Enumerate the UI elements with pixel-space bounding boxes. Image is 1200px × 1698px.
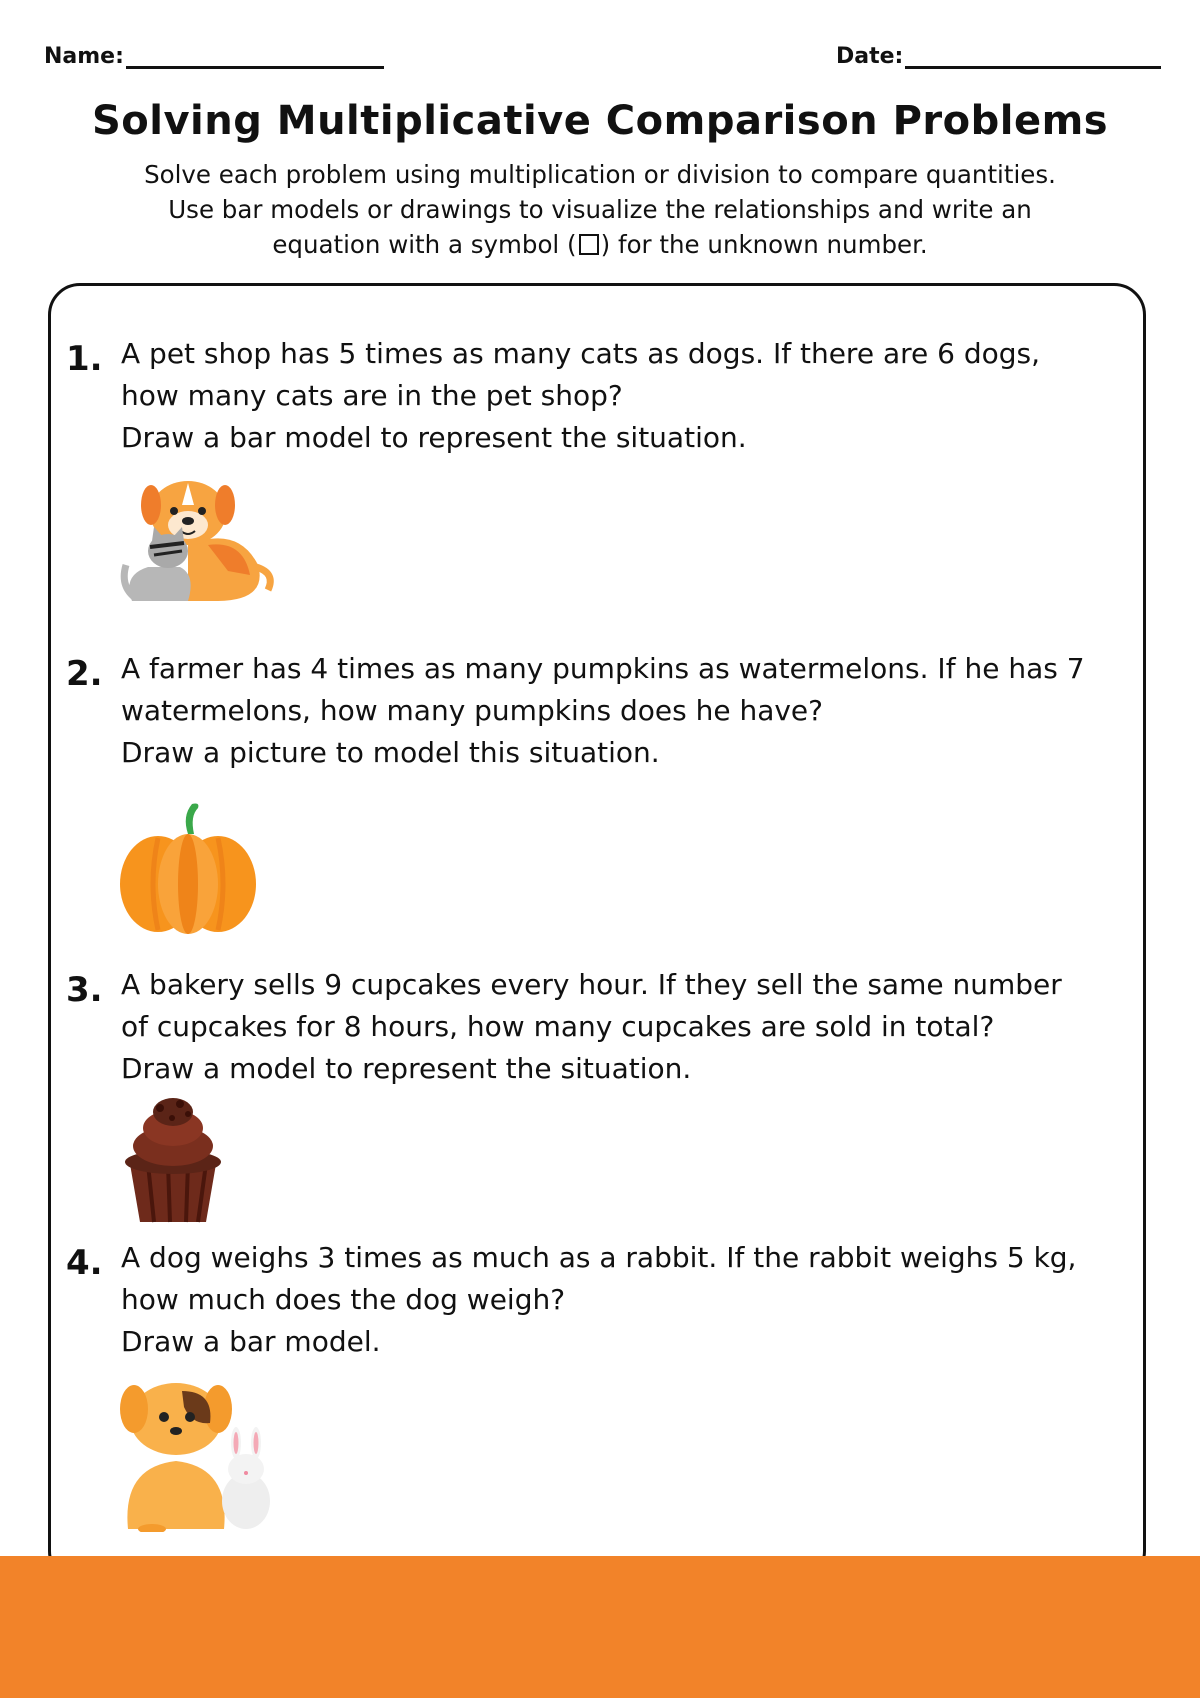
problem-text (121, 333, 1121, 459)
instructions-line-2: Use bar models or drawings to visualize the relationships and write an (168, 195, 1032, 224)
problem-text (121, 648, 1121, 774)
pumpkin-icon (118, 800, 258, 935)
problem-line-1: A farmer has 4 times as many pumpkins as watermelons. If he has 7 (121, 652, 1085, 685)
problem-text (121, 964, 1121, 1090)
problem-line-1: A bakery sells 9 cupcakes every hour. If they sell the same number (121, 968, 1062, 1001)
problem-line-3: Draw a bar model. (121, 1325, 381, 1358)
dog-and-cat-icon (118, 475, 278, 605)
problem-line-1: A pet shop has 5 times as many cats as dogs. If there are 6 dogs, (121, 337, 1041, 370)
problem-line-3: Draw a bar model to represent the situation. (121, 421, 747, 454)
problem-number: 1. (66, 339, 103, 379)
name-blank-line[interactable] (126, 44, 384, 69)
date-blank-line[interactable] (905, 44, 1161, 69)
date-field (836, 44, 1161, 69)
instructions (100, 157, 1100, 262)
dog-and-rabbit-icon (118, 1377, 278, 1532)
name-label: Name: (44, 44, 124, 69)
instructions-line-1: Solve each problem using multiplication or division to compare quantities. (144, 160, 1056, 189)
problem-line-2: how much does the dog weigh? (121, 1283, 566, 1316)
problem-line-3: Draw a model to represent the situation. (121, 1052, 692, 1085)
name-field (44, 44, 384, 69)
problem-line-3: Draw a picture to model this situation. (121, 736, 660, 769)
cupcake-icon (118, 1094, 228, 1226)
problem-number: 3. (66, 970, 103, 1010)
problem-line-2: watermelons, how many pumpkins does he have? (121, 694, 824, 727)
problem-text (121, 1237, 1121, 1363)
problem-number: 2. (66, 654, 103, 694)
unknown-box-symbol (579, 234, 599, 255)
instructions-line-3: equation with a symbol ( ) for the unknown number. (272, 230, 928, 259)
problem-line-2: of cupcakes for 8 hours, how many cupcakes are sold in total? (121, 1010, 995, 1043)
worksheet-title: Solving Multiplicative Comparison Problems (91, 98, 1109, 144)
problem-line-2: how many cats are in the pet shop? (121, 379, 623, 412)
footer-bar (0, 1556, 1200, 1698)
date-label: Date: (836, 44, 904, 69)
problem-number: 4. (66, 1243, 103, 1283)
problem-line-1: A dog weighs 3 times as much as a rabbit. If the rabbit weighs 5 kg, (121, 1241, 1077, 1274)
